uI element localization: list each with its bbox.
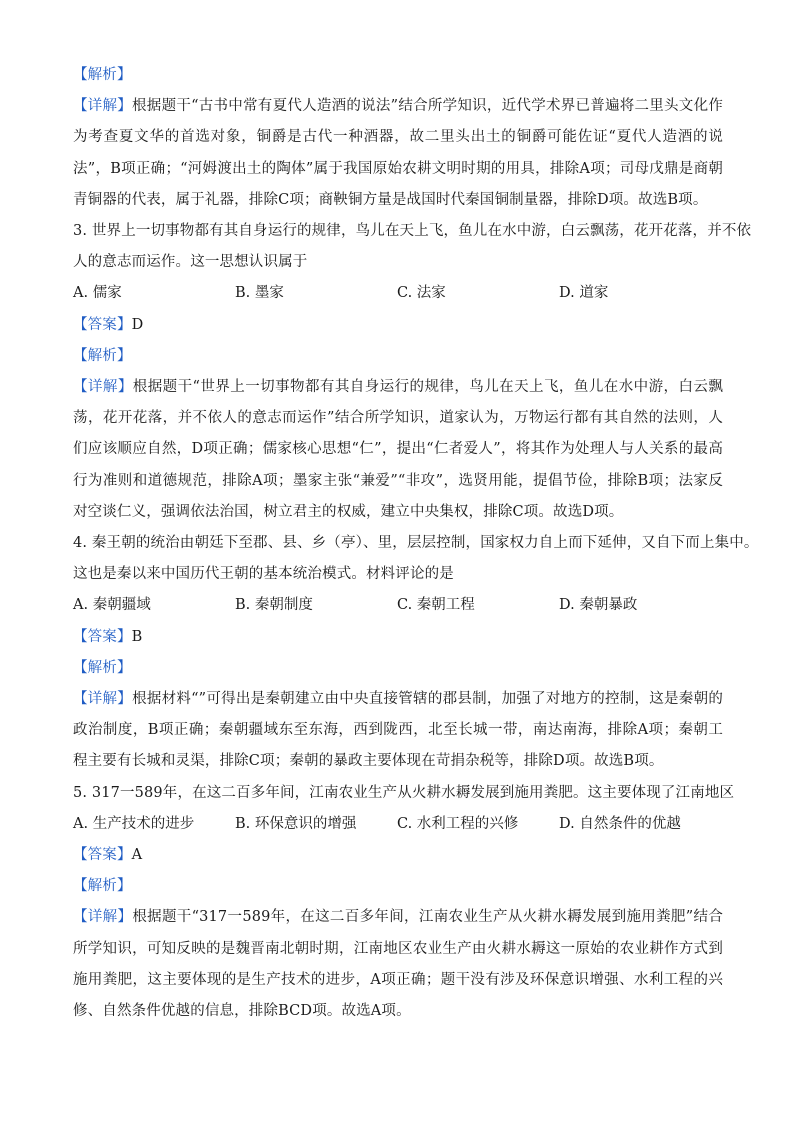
option-a: A. 儒家: [73, 285, 122, 302]
q3-answer: [73, 310, 723, 341]
q3-stem-line-2: 人的意志而运作。这一思想认识属于: [73, 254, 308, 271]
option-c: C. 秦朝工程: [397, 597, 475, 614]
detail-text: 根据题干“世界上一切事物都有其自身运行的规律，鸟儿在天上飞，鱼儿在水中游，白云飘荡，花开花落，并不依人的意志而运作”结合所学知识，道家认为，万物运行都有其自然的法则，人们应该顺应自然，D项正确；儒家核心思想“仁”，提出“仁者爱人”，将其作为处理人与人关系的最高行为准则和道德规范，排除A项；墨家主张“兼爱”“非攻”，选贤用能，提倡节俭，排除B项；法家反对空谈仁义，强调依法治国，树立君主的权威，建立中央集权，排除C项。故选D项。: [73, 379, 723, 520]
option-c: C. 水利工程的兴修: [397, 815, 519, 832]
q5-detail-paragraph: [73, 902, 723, 1027]
q5-stem-line-1: 5. 317一589年，在这二百多年间，江南农业生产从火耕水耨发展到施用粪肥。这主要体现了江南地区: [73, 784, 735, 801]
answer-tag: 【答案】: [73, 316, 132, 333]
option-b: B. 环保意识的增强: [235, 815, 357, 832]
detail-tag: 【详解】: [73, 98, 133, 115]
option-b: B. 墨家: [235, 285, 284, 302]
option-b: B. 秦朝制度: [235, 597, 313, 614]
answer-tag: 【答案】: [73, 628, 132, 645]
q5-options: [73, 809, 723, 840]
analysis-tag: 【解析】: [73, 67, 132, 83]
q5-analysis-heading: [73, 871, 723, 902]
q3-analysis-heading: [73, 341, 723, 372]
detail-text: 根据材料“”可得出是秦朝建立由中央直接管辖的郡县制，加强了对地方的控制，这是秦朝的政治制度，B项正确；秦朝疆域东至东海，西到陇西，北至长城一带，南达南海，排除A项；秦朝工程主要有长城和灵渠，排除C项；秦朝的暴政主要体现在苛捐杂税等，排除D项。故选B项。: [73, 691, 723, 770]
q3-detail-paragraph: [73, 372, 723, 528]
q4-stem-line-2: 这也是秦以来中国历代王朝的基本统治模式。材料评论的是: [73, 566, 454, 583]
detail-tag: 【详解】: [73, 691, 133, 708]
answer-value: A: [131, 847, 143, 864]
q4-stem-line-1: 4. 秦王朝的统治由朝廷下至郡、县、乡（亭）、里，层层控制，国家权力自上而下延伸，又自下而上集中。: [73, 535, 759, 552]
analysis-tag: 【解析】: [73, 878, 132, 895]
option-a: A. 秦朝疆域: [73, 597, 151, 614]
q3-stem-line-1: 3. 世界上一切事物都有其自身运行的规律，鸟儿在天上飞，鱼儿在水中游，白云飘荡，花开花落，并不依: [73, 223, 752, 240]
q3-options: [73, 278, 723, 309]
q4-answer: [73, 622, 723, 653]
option-d: D. 自然条件的优越: [559, 815, 681, 832]
detail-tag: 【详解】: [73, 379, 133, 396]
analysis-tag: 【解析】: [73, 659, 132, 676]
document-page: [73, 60, 759, 1027]
answer-value: D: [131, 316, 144, 333]
q5-answer: [73, 840, 723, 871]
q2-analysis-heading: [73, 60, 723, 91]
detail-text: 根据题干“古书中常有夏代人造酒的说法”结合所学知识，近代学术界已普遍将二里头文化作为考查夏文华的首选对象，铜爵是古代一种酒器，故二里头出土的铜爵可能佐证“夏代人造酒的说法”，B项正确；“河姆渡出土的陶体”属于我国原始农耕文明时期的用具，排除A项；司母戊鼎是商朝青铜器的代表，属于礼器，排除C项；商鞅铜方量是战国时代秦国铜制量器，排除D项。故选B项。: [73, 98, 723, 208]
q4-options: [73, 590, 723, 621]
option-a: A. 生产技术的进步: [73, 815, 195, 832]
q4-detail-paragraph: [73, 684, 723, 778]
analysis-tag: 【解析】: [73, 347, 132, 364]
detail-tag: 【详解】: [73, 909, 133, 926]
q2-detail-paragraph: [73, 91, 723, 216]
option-d: D. 秦朝暴政: [559, 597, 638, 614]
detail-text: 根据题干“317一589年，在这二百多年间，江南农业生产从火耕水耨发展到施用粪肥”结合所学知识，可知反映的是魏晋南北朝时期，江南地区农业生产由火耕水耨这一原始的农业耕作方式到施用粪肥，这主要体现的是生产技术的进步，A项正确；题干没有涉及环保意识增强、水利工程的兴修、自然条件优越的信息，排除BCD项。故选A项。: [73, 909, 723, 1020]
answer-tag: 【答案】: [73, 847, 132, 864]
q4-analysis-heading: [73, 653, 723, 684]
option-d: D. 道家: [559, 285, 609, 302]
answer-value: B: [131, 628, 143, 645]
option-c: C. 法家: [397, 285, 446, 302]
